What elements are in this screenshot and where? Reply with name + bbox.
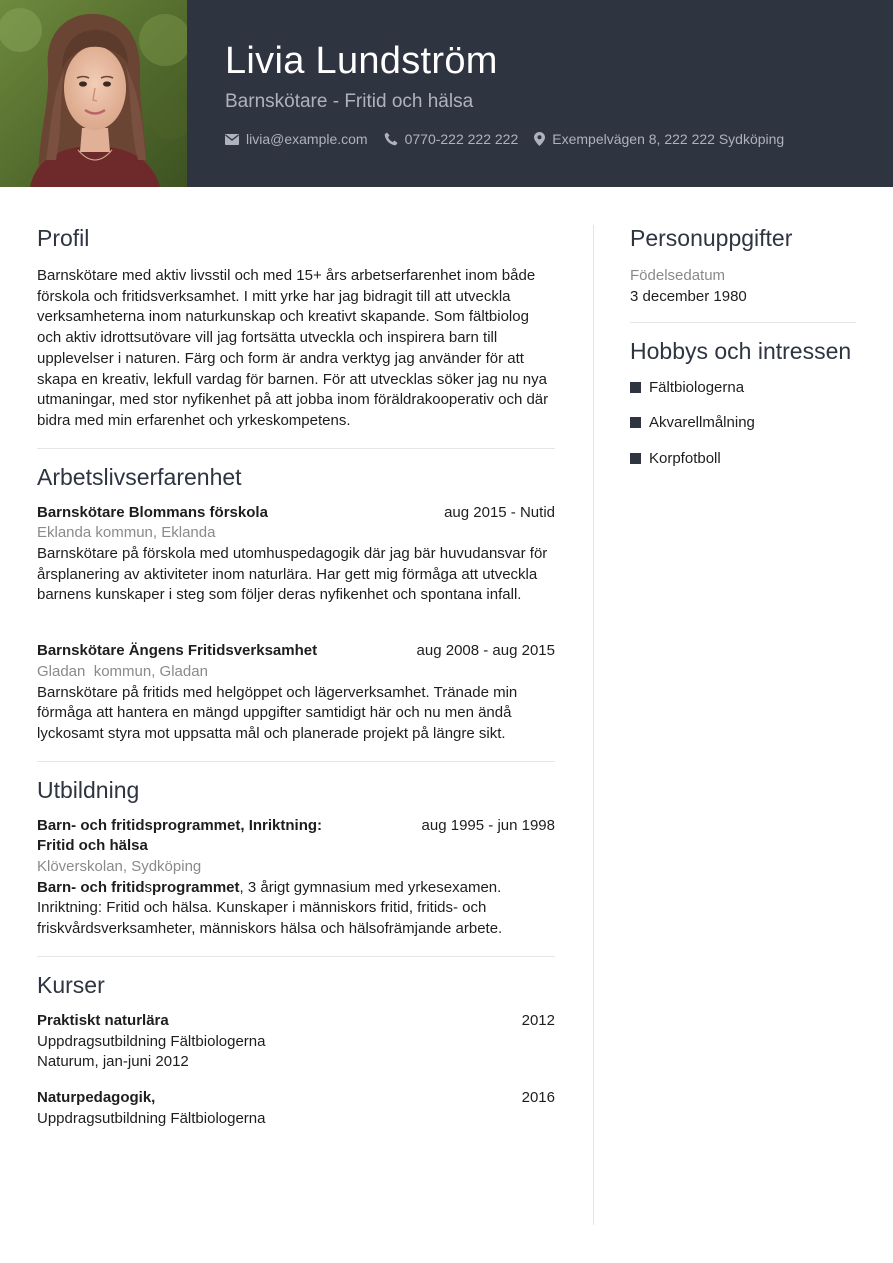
hobbies-heading: Hobbys och intressen <box>630 338 852 365</box>
phone-icon <box>384 132 398 146</box>
square-bullet-icon <box>630 453 641 464</box>
experience-text: Barnskötare på fritids med helgöppet och lägerverksamhet. Tränade min förmåga att hantera en mängd uppgifter samtidigt här och nu men ändå lyckosamt styra mot uppsatta mål och planerade projekt på längre sikt. <box>37 683 518 742</box>
education-text-normal-1: s <box>144 878 152 896</box>
email-text: livia@example.com <box>246 131 368 147</box>
profile-heading: Profil <box>37 225 90 251</box>
education-text <box>37 878 555 940</box>
address-text: Exempelvägen 8, 222 222 Sydköping <box>552 131 785 147</box>
square-bullet-icon <box>630 417 641 428</box>
person-name: Livia Lundström <box>225 40 498 82</box>
experience-place: Gladan kommun, Gladan <box>37 662 208 680</box>
hobby-label: Fältbiologerna <box>649 378 745 396</box>
contact-bar <box>225 131 800 147</box>
header-banner <box>0 0 893 187</box>
experience-place: Eklanda kommun, Eklanda <box>37 524 216 542</box>
experience-date: aug 2015 - Nutid <box>444 503 555 521</box>
main-column <box>37 225 555 1129</box>
section-divider <box>630 322 856 323</box>
course-title: Naturpedagogik, <box>37 1088 156 1106</box>
envelope-icon <box>225 134 239 145</box>
experience-text: Barnskötare på förskola med utomhuspedagogik där jag bär huvudansvar för årsplanering av aktiviteter inom naturlära. Har gett mig förmåga att utveckla barnens kunskaper i steg som följer deras nyfikenhet och spontana infall. <box>37 545 548 604</box>
job-title: Barnskötare - Fritid och hälsa <box>225 91 474 112</box>
phone-text: 0770-222 222 222 <box>404 131 519 147</box>
contact-phone[interactable] <box>384 131 519 147</box>
side-column <box>630 225 856 484</box>
hobby-list <box>630 377 856 468</box>
experience-title: Barnskötare Blommans förskola <box>37 503 268 521</box>
course-line: Uppdragsutbildning Fältbiologerna <box>37 1109 266 1127</box>
experience-item <box>37 503 555 607</box>
education-item <box>37 816 555 940</box>
hobby-item <box>630 377 856 397</box>
course-item <box>37 1011 555 1073</box>
hobby-item <box>630 448 856 468</box>
education-heading: Utbildning <box>37 776 140 803</box>
education-title: Barn- och fritidsprogrammet, Inriktning: Fritid och hälsa <box>37 816 323 855</box>
course-title: Praktiskt naturlära <box>37 1011 169 1029</box>
birthdate-label: Födelsedatum <box>630 267 726 284</box>
profile-photo <box>0 0 187 187</box>
course-line: Uppdragsutbildning Fältbiologerna <box>37 1032 266 1050</box>
hobby-item <box>630 413 856 433</box>
hobby-label: Korpfotboll <box>649 449 721 467</box>
section-divider <box>37 761 555 762</box>
section-divider <box>37 448 555 449</box>
experience-title: Barnskötare Ängens Fritidsverksamhet <box>37 642 318 660</box>
education-place: Klöverskolan, Sydköping <box>37 858 202 876</box>
course-line: Naturum, jan-juni 2012 <box>37 1053 189 1071</box>
contact-address <box>534 131 784 147</box>
course-year: 2016 <box>521 1088 555 1106</box>
experience-date: aug 2008 - aug 2015 <box>416 642 555 660</box>
course-item <box>37 1088 555 1129</box>
experience-item <box>37 641 555 745</box>
education-text-bold-1: Barn- och fritid <box>37 878 145 896</box>
education-date: aug 1995 - jun 1998 <box>421 816 555 834</box>
education-text-rest: , 3 årigt gymnasium med yrkesexamen. Inriktning: Fritid och hälsa. Kunskaper i människors fritid, fritids- och friskvårdsverksamheter, människors hälsa och hälsofrämjande arbete. <box>37 878 503 938</box>
square-bullet-icon <box>630 382 641 393</box>
personal-heading: Personuppgifter <box>630 225 793 251</box>
hobby-label: Akvarellmålning <box>649 414 755 432</box>
column-divider <box>593 225 594 1225</box>
experience-heading: Arbetslivserfarenhet <box>37 463 242 490</box>
courses-heading: Kurser <box>37 971 105 998</box>
profile-text: Barnskötare med aktiv livsstil och med 15+ års arbetserfarenhet inom både förskola och fritidsverksamhet. I mitt yrke har jag bidragit till att utveckla verksamheterna inom naturkunskap och kreativt skapande. Som fältbiolog och aktiv idrottsutövare vill jag fortsätta utveckla och inspirera barn till upplevelser i naturen. Färg och form är andra verktyg jag använder för att skapa en kreativ, lekfull vardag för barnen. För att utvecklas söker jag nu nya utmaningar, med stor nyfikenhet på att jobba inom föräldrakooperativ och där bidra med min erfarenhet och yrkeskompetens. <box>37 267 549 429</box>
course-year: 2012 <box>521 1011 555 1029</box>
section-divider <box>37 956 555 957</box>
contact-email[interactable] <box>225 131 368 147</box>
education-text-bold-2: programmet <box>152 878 240 896</box>
map-pin-icon <box>534 132 545 146</box>
birthdate-value: 3 december 1980 <box>630 287 747 305</box>
